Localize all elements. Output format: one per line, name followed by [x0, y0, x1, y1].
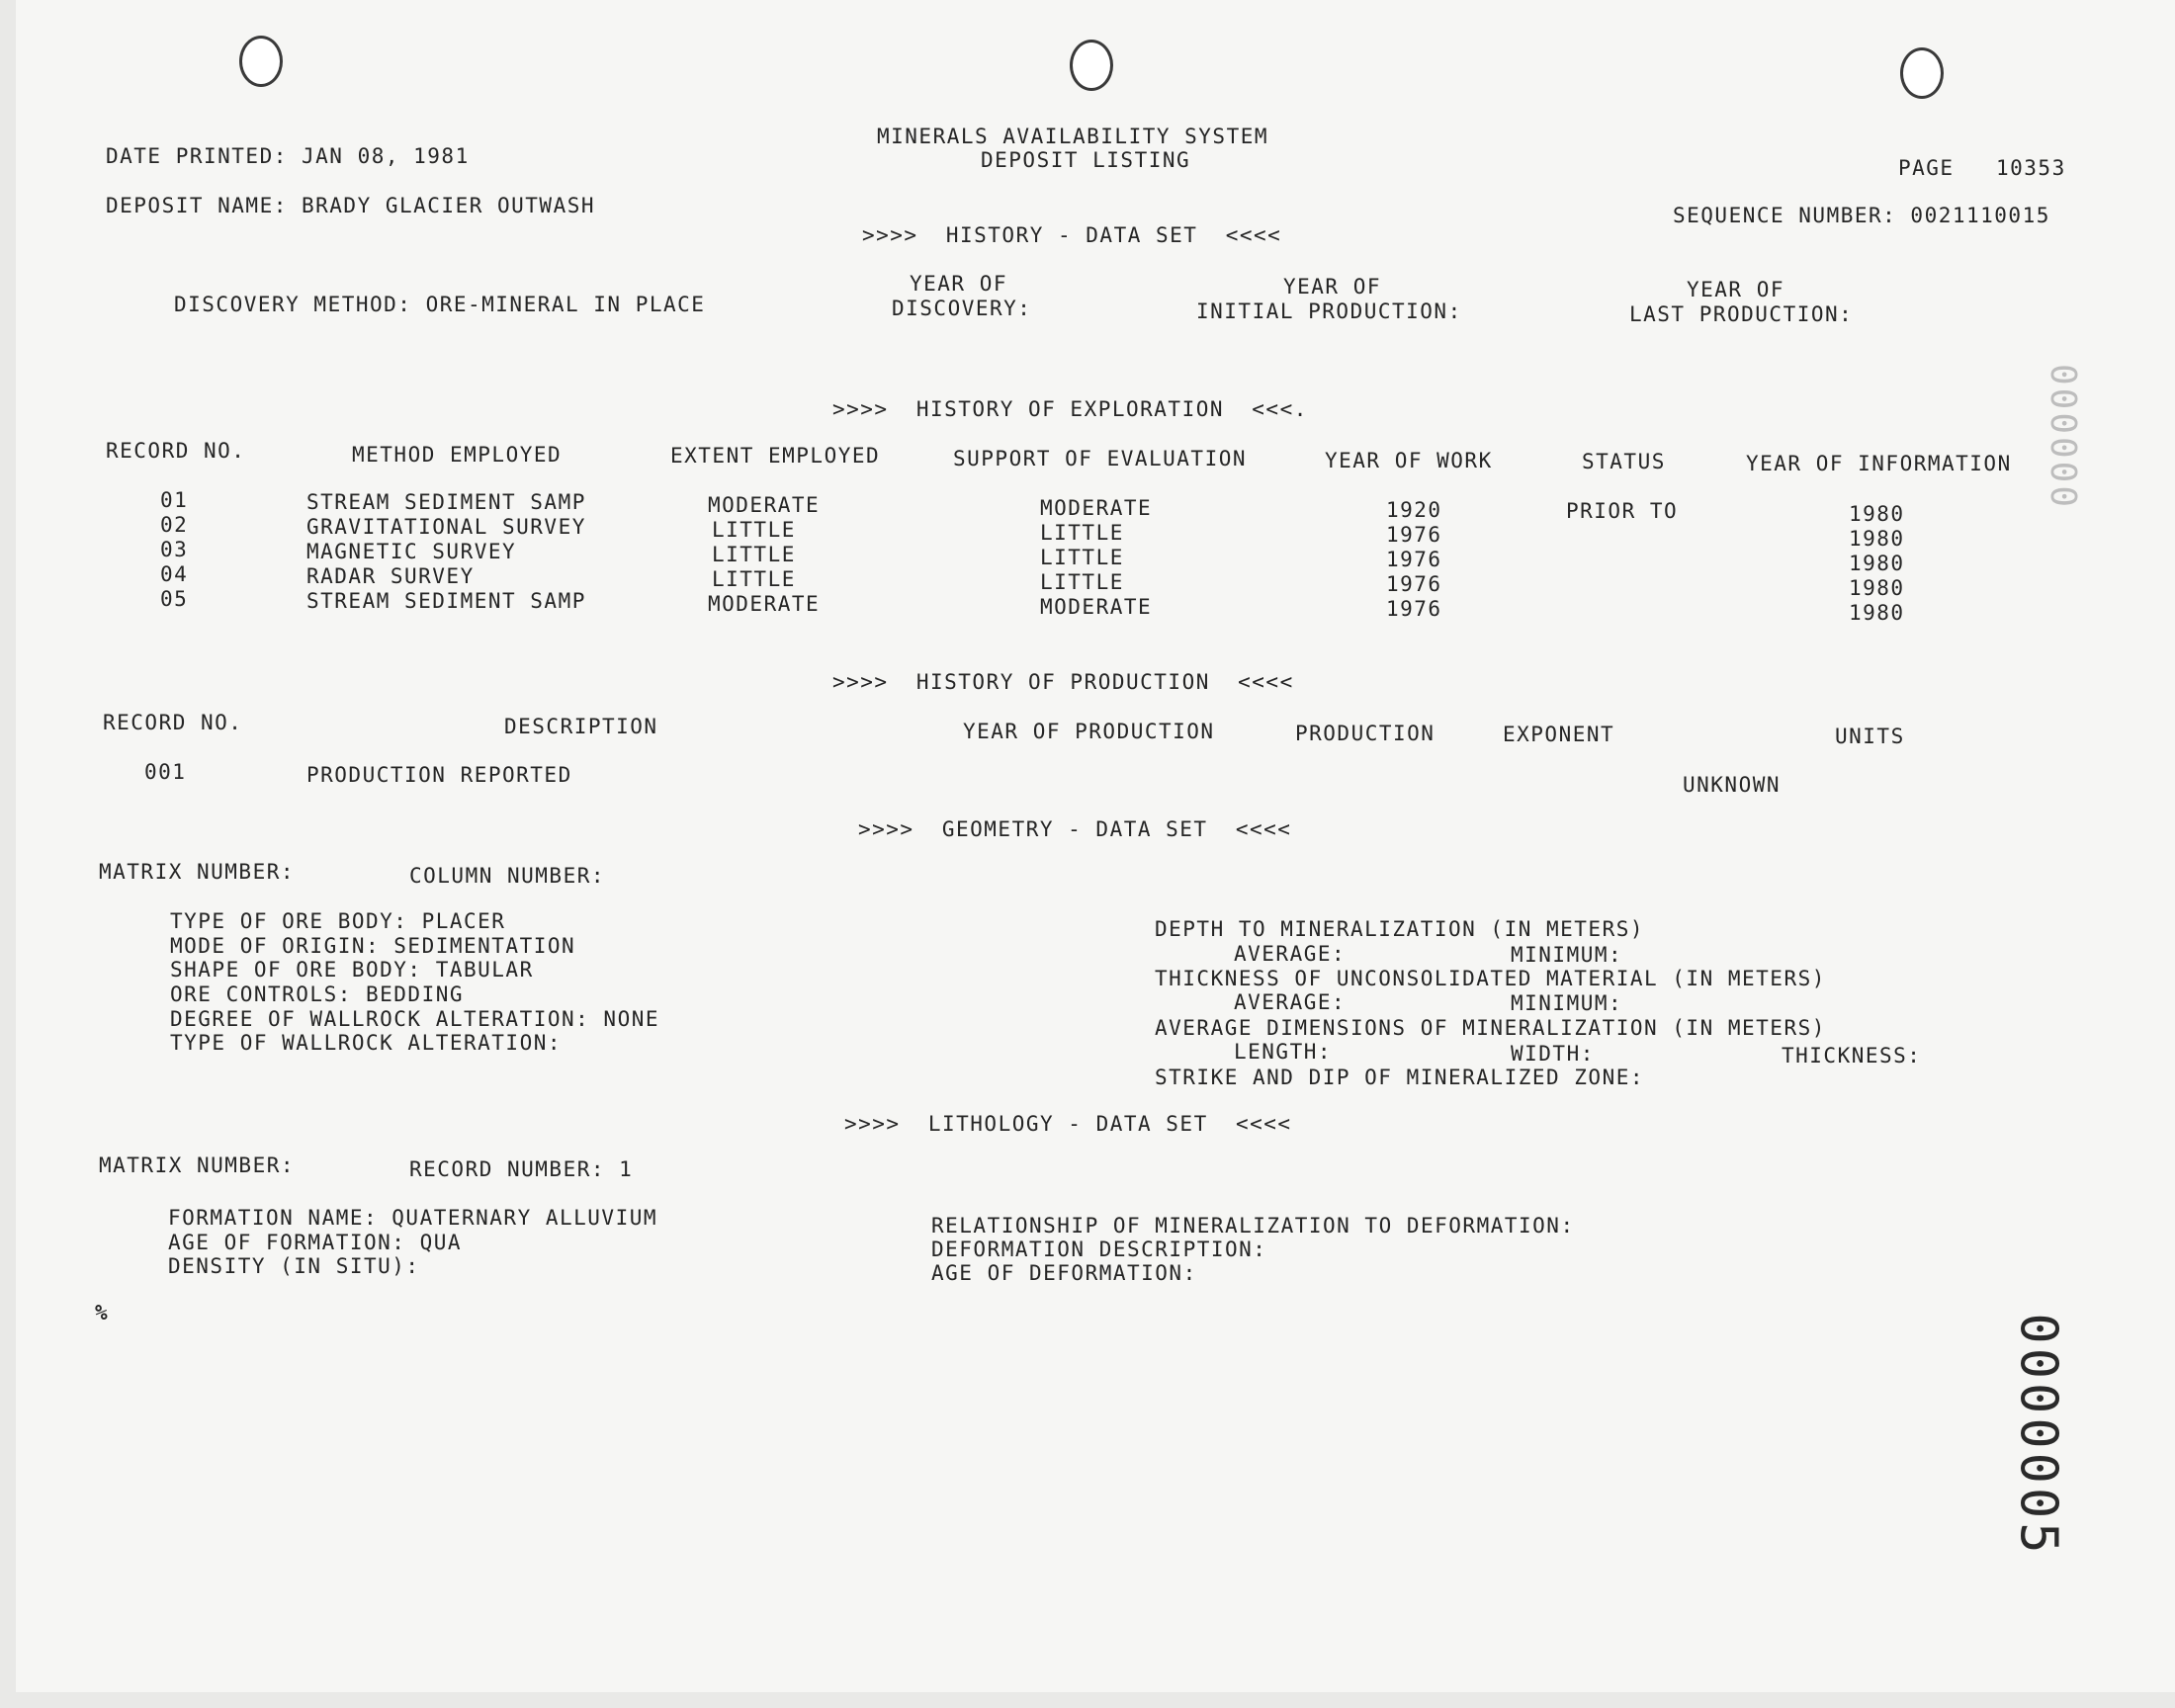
exploration-row-extent: LITTLE: [712, 567, 796, 591]
production-row-units: UNKNOWN: [1683, 773, 1782, 797]
punch-hole-left: [239, 36, 283, 87]
exploration-section-title: >>>> HISTORY OF EXPLORATION <<<.: [832, 397, 1308, 421]
exploration-row-extent: MODERATE: [708, 592, 821, 616]
depth-title: DEPTH TO MINERALIZATION (IN METERS): [1155, 917, 1645, 941]
history-section-title: >>>> HISTORY - DATA SET <<<<: [862, 223, 1282, 247]
geometry-line: MODE OF ORIGIN: SEDIMENTATION: [170, 934, 576, 958]
exploration-row-extent: MODERATE: [708, 493, 821, 517]
thickness-average: AVERAGE:: [1234, 990, 1347, 1014]
exploration-row-method: GRAVITATIONAL SURVEY: [306, 515, 586, 539]
exploration-row-info: 1980: [1849, 576, 1905, 600]
year-of-discovery-label-2: DISCOVERY:: [892, 297, 1032, 320]
exploration-row-support: MODERATE: [1040, 496, 1153, 520]
strike-dip: STRIKE AND DIP OF MINERALIZED ZONE:: [1155, 1066, 1645, 1089]
exploration-row-no: 03: [160, 538, 189, 561]
year-initial-production-label-1: YEAR OF: [1283, 275, 1382, 299]
production-header-units: UNITS: [1835, 725, 1905, 748]
exploration-row-support: LITTLE: [1040, 570, 1124, 594]
sequence-number: SEQUENCE NUMBER: 0021110015: [1673, 204, 2050, 227]
deformation-description: DEFORMATION DESCRIPTION:: [931, 1238, 1267, 1261]
exploration-row-status: PRIOR TO: [1566, 499, 1679, 523]
production-header-year: YEAR OF PRODUCTION: [963, 720, 1215, 743]
year-of-discovery-label-1: YEAR OF: [910, 272, 1008, 296]
deposit-name: DEPOSIT NAME: BRADY GLACIER OUTWASH: [106, 194, 596, 217]
exploration-row-support: LITTLE: [1040, 521, 1124, 545]
dimensions-thickness: THICKNESS:: [1782, 1044, 1922, 1068]
geometry-section-title: >>>> GEOMETRY - DATA SET <<<<: [858, 817, 1292, 841]
exploration-row-extent: LITTLE: [712, 518, 796, 542]
exploration-row-extent: LITTLE: [712, 543, 796, 566]
system-title: MINERALS AVAILABILITY SYSTEM: [877, 125, 1269, 148]
discovery-method: DISCOVERY METHOD: ORE-MINERAL IN PLACE: [174, 293, 706, 316]
exploration-row-year: 1976: [1386, 597, 1442, 621]
geometry-line: TYPE OF ORE BODY: PLACER: [170, 909, 506, 933]
exploration-row-info: 1980: [1849, 552, 1905, 575]
exploration-row-year: 1976: [1386, 523, 1442, 547]
exploration-row-support: MODERATE: [1040, 595, 1153, 619]
exploration-row-method: STREAM SEDIMENT SAMP: [306, 490, 586, 514]
production-header-record: RECORD NO.: [103, 711, 243, 734]
geometry-line: ORE CONTROLS: BEDDING: [170, 982, 465, 1006]
formation-name: FORMATION NAME: QUATERNARY ALLUVIUM: [168, 1206, 658, 1230]
geometry-matrix-number: MATRIX NUMBER:: [99, 860, 296, 884]
exploration-header-record: RECORD NO.: [106, 439, 246, 463]
exploration-row-no: 02: [160, 513, 189, 537]
exploration-row-no: 04: [160, 562, 189, 586]
geometry-line: DEGREE OF WALLROCK ALTERATION: NONE: [170, 1007, 660, 1031]
production-header-description: DESCRIPTION: [504, 715, 658, 738]
faint-stamp-number: 000000: [2043, 363, 2084, 511]
footer-mark: %: [95, 1301, 110, 1324]
exploration-row-no: 05: [160, 587, 189, 611]
production-section-title: >>>> HISTORY OF PRODUCTION <<<<: [832, 670, 1294, 694]
thickness-title: THICKNESS OF UNCONSOLIDATED MATERIAL (IN METERS): [1155, 967, 1826, 990]
exploration-row-method: RADAR SURVEY: [306, 564, 475, 588]
year-initial-production-label-2: INITIAL PRODUCTION:: [1196, 299, 1462, 323]
exploration-row-no: 01: [160, 488, 189, 512]
lithology-record-number: RECORD NUMBER: 1: [409, 1157, 634, 1181]
age-of-formation: AGE OF FORMATION: QUA: [168, 1231, 463, 1254]
depth-minimum: MINIMUM:: [1511, 943, 1623, 967]
date-printed: DATE PRINTED: JAN 08, 1981: [106, 144, 470, 168]
dimensions-width: WIDTH:: [1511, 1042, 1595, 1066]
exploration-row-info: 1980: [1849, 601, 1905, 625]
exploration-row-support: LITTLE: [1040, 546, 1124, 569]
stamp-number: 0000005: [2008, 1313, 2068, 1558]
density: DENSITY (IN SITU):: [168, 1254, 420, 1278]
geometry-line: SHAPE OF ORE BODY: TABULAR: [170, 958, 534, 982]
production-row-no: 001: [144, 760, 187, 784]
production-header-production: PRODUCTION: [1295, 722, 1436, 745]
year-last-production-label-1: YEAR OF: [1687, 278, 1785, 301]
age-of-deformation: AGE OF DEFORMATION:: [931, 1261, 1197, 1285]
dimensions-length: LENGTH:: [1234, 1040, 1333, 1064]
production-row-description: PRODUCTION REPORTED: [306, 763, 572, 787]
page-number: PAGE 10353: [1898, 156, 2066, 180]
production-header-exponent: EXPONENT: [1503, 723, 1615, 746]
dimensions-title: AVERAGE DIMENSIONS OF MINERALIZATION (IN METERS): [1155, 1016, 1826, 1040]
lithology-section-title: >>>> LITHOLOGY - DATA SET <<<<: [844, 1112, 1292, 1136]
listing-title: DEPOSIT LISTING: [981, 148, 1191, 172]
relationship-to-deformation: RELATIONSHIP OF MINERALIZATION TO DEFORMATION:: [931, 1214, 1575, 1238]
exploration-header-extent: EXTENT EMPLOYED: [670, 444, 881, 468]
exploration-header-year-info: YEAR OF INFORMATION: [1746, 452, 2012, 475]
exploration-row-year: 1976: [1386, 548, 1442, 571]
lithology-matrix-number: MATRIX NUMBER:: [99, 1153, 296, 1177]
printout-sheet: [16, 0, 2175, 1692]
exploration-header-support: SUPPORT OF EVALUATION: [953, 447, 1248, 470]
exploration-row-method: STREAM SEDIMENT SAMP: [306, 589, 586, 613]
punch-hole-right: [1900, 47, 1944, 99]
exploration-row-info: 1980: [1849, 502, 1905, 526]
exploration-row-year: 1976: [1386, 572, 1442, 596]
depth-average: AVERAGE:: [1234, 942, 1347, 966]
exploration-header-year-work: YEAR OF WORK: [1325, 449, 1493, 472]
geometry-line: TYPE OF WALLROCK ALTERATION:: [170, 1031, 563, 1055]
thickness-minimum: MINIMUM:: [1511, 991, 1623, 1015]
punch-hole-center: [1070, 40, 1113, 91]
exploration-row-info: 1980: [1849, 527, 1905, 551]
exploration-header-method: METHOD EMPLOYED: [352, 443, 563, 467]
exploration-row-year: 1920: [1386, 498, 1442, 522]
exploration-row-method: MAGNETIC SURVEY: [306, 540, 517, 563]
exploration-header-status: STATUS: [1582, 450, 1666, 473]
geometry-column-number: COLUMN NUMBER:: [409, 864, 606, 888]
year-last-production-label-2: LAST PRODUCTION:: [1629, 302, 1854, 326]
